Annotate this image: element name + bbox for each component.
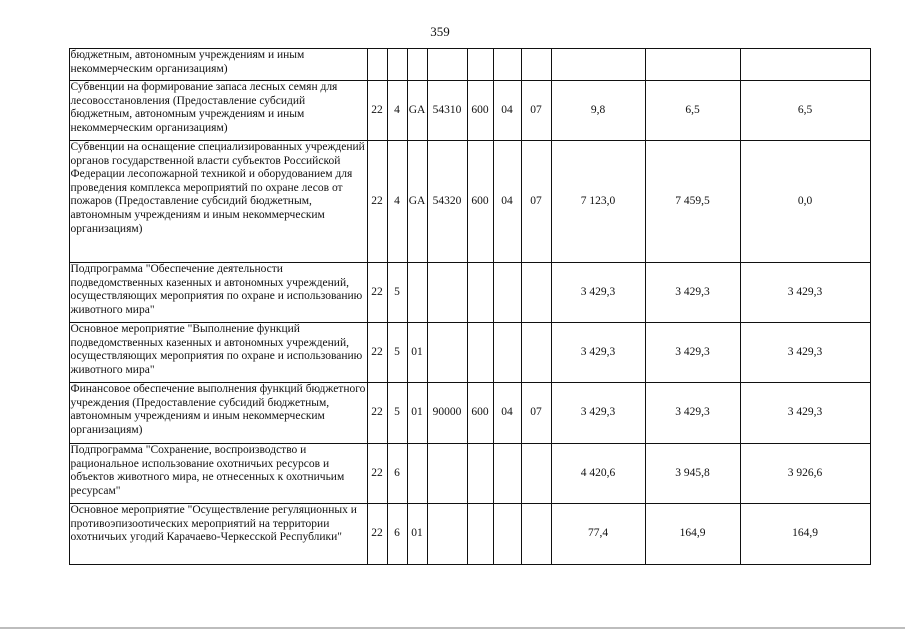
value-year-3 — [740, 49, 870, 81]
row-name: Подпрограмма "Обеспечение деятельности подведомственных казенных и автономных учреждений, осуществляющих мероприятия по охране и использованию животного мира" — [69, 263, 367, 323]
code-pr: 07 — [521, 141, 551, 263]
row-name: бюджетным, автономным учреждениям и иным некоммерческим организациям) — [69, 49, 367, 81]
value-year-1: 3 429,3 — [551, 383, 645, 444]
code-pp: 4 — [387, 81, 407, 141]
page-bottom-divider — [0, 627, 905, 629]
code-dir — [427, 263, 467, 323]
code-gp: 22 — [367, 141, 387, 263]
value-year-1 — [551, 49, 645, 81]
value-year-3: 0,0 — [740, 141, 870, 263]
value-year-1: 7 123,0 — [551, 141, 645, 263]
value-year-3: 3 429,3 — [740, 263, 870, 323]
indent-cell — [45, 444, 69, 504]
value-year-1: 9,8 — [551, 81, 645, 141]
code-vr — [467, 444, 493, 504]
value-year-2: 6,5 — [645, 81, 740, 141]
code-vr — [467, 504, 493, 565]
code-dir — [427, 323, 467, 383]
row-name: Субвенции на оснащение специализированных учреждений органов государственной власти субъектов Российской Федерации лесопожарной техникой и оборудованием для проведения комплекса мероприятий по охране лесов от пожаров (Предоставление субсидий бюджетным, автономным учреждениям и иным некоммерческим организациям) — [69, 141, 367, 263]
table-row — [45, 323, 870, 383]
code-om: 01 — [407, 383, 427, 444]
value-year-3: 3 429,3 — [740, 323, 870, 383]
value-year-2 — [645, 49, 740, 81]
code-gp: 22 — [367, 263, 387, 323]
code-gp: 22 — [367, 323, 387, 383]
code-gp: 22 — [367, 444, 387, 504]
indent-cell — [45, 323, 69, 383]
indent-cell — [45, 141, 69, 263]
code-om — [407, 49, 427, 81]
value-year-2: 7 459,5 — [645, 141, 740, 263]
code-pr — [521, 323, 551, 383]
code-pp: 6 — [387, 444, 407, 504]
indent-cell — [45, 49, 69, 81]
table-row — [45, 81, 870, 141]
code-pp: 6 — [387, 504, 407, 565]
table-body — [45, 49, 870, 565]
indent-cell — [45, 263, 69, 323]
row-name: Основное мероприятие "Осуществление регуляционных и противоэпизоотических мероприятий на территории охотничьих угодий Карачаево-Черкесской Республики" — [69, 504, 367, 565]
value-year-3: 3 429,3 — [740, 383, 870, 444]
value-year-2: 3 429,3 — [645, 383, 740, 444]
page-number: 359 — [430, 24, 450, 39]
value-year-3: 164,9 — [740, 504, 870, 565]
code-pr: 07 — [521, 383, 551, 444]
indent-cell — [45, 383, 69, 444]
code-dir: 90000 — [427, 383, 467, 444]
value-year-1: 3 429,3 — [551, 263, 645, 323]
value-year-2: 3 429,3 — [645, 263, 740, 323]
value-year-2: 3 429,3 — [645, 323, 740, 383]
code-pp: 5 — [387, 323, 407, 383]
code-pr — [521, 444, 551, 504]
value-year-2: 164,9 — [645, 504, 740, 565]
code-vr: 600 — [467, 383, 493, 444]
code-vr — [467, 323, 493, 383]
table-row — [45, 504, 870, 565]
code-vr: 600 — [467, 81, 493, 141]
table-row — [45, 444, 870, 504]
code-gp: 22 — [367, 504, 387, 565]
code-rz — [493, 323, 521, 383]
row-name: Субвенции на формирование запаса лесных семян для лесовосстановления (Предоставление субсидий бюджетным, автономным учреждениям и иным некоммерческим организациям) — [69, 81, 367, 141]
indent-cell — [45, 504, 69, 565]
code-dir: 54320 — [427, 141, 467, 263]
row-name: Основное мероприятие "Выполнение функций подведомственных казенных и автономных учреждений, осуществляющих мероприятия по охране и использованию животного мира" — [69, 323, 367, 383]
table-row — [45, 49, 870, 81]
value-year-3: 3 926,6 — [740, 444, 870, 504]
row-name: Подпрограмма "Сохранение, воспроизводство и рациональное использование охотничьих ресурсов и объектов животного мира, не отнесенных к охотничьим ресурсам" — [69, 444, 367, 504]
code-om — [407, 263, 427, 323]
code-dir — [427, 444, 467, 504]
code-pp: 4 — [387, 141, 407, 263]
code-pp — [387, 49, 407, 81]
code-rz — [493, 504, 521, 565]
code-om: GA — [407, 81, 427, 141]
value-year-1: 4 420,6 — [551, 444, 645, 504]
code-dir: 54310 — [427, 81, 467, 141]
code-pr — [521, 49, 551, 81]
code-rz — [493, 49, 521, 81]
code-om: GA — [407, 141, 427, 263]
code-pp: 5 — [387, 383, 407, 444]
code-gp — [367, 49, 387, 81]
code-rz — [493, 444, 521, 504]
code-pr — [521, 263, 551, 323]
code-pr — [521, 504, 551, 565]
code-gp: 22 — [367, 81, 387, 141]
code-pp: 5 — [387, 263, 407, 323]
code-vr — [467, 263, 493, 323]
table-row — [45, 263, 870, 323]
code-gp: 22 — [367, 383, 387, 444]
code-rz: 04 — [493, 81, 521, 141]
value-year-3: 6,5 — [740, 81, 870, 141]
table-row — [45, 141, 870, 263]
code-pr: 07 — [521, 81, 551, 141]
value-year-1: 77,4 — [551, 504, 645, 565]
code-rz: 04 — [493, 383, 521, 444]
code-dir — [427, 504, 467, 565]
code-om: 01 — [407, 323, 427, 383]
value-year-1: 3 429,3 — [551, 323, 645, 383]
code-dir — [427, 49, 467, 81]
indent-cell — [45, 81, 69, 141]
row-name: Финансовое обеспечение выполнения функций бюджетного учреждения (Предоставление субсидий бюджетным, автономным учреждениям и иным некоммерческим организациям) — [69, 383, 367, 444]
code-om: 01 — [407, 504, 427, 565]
budget-table — [45, 48, 871, 565]
code-om — [407, 444, 427, 504]
code-rz — [493, 263, 521, 323]
table-row — [45, 383, 870, 444]
value-year-2: 3 945,8 — [645, 444, 740, 504]
code-rz: 04 — [493, 141, 521, 263]
code-vr: 600 — [467, 141, 493, 263]
code-vr — [467, 49, 493, 81]
